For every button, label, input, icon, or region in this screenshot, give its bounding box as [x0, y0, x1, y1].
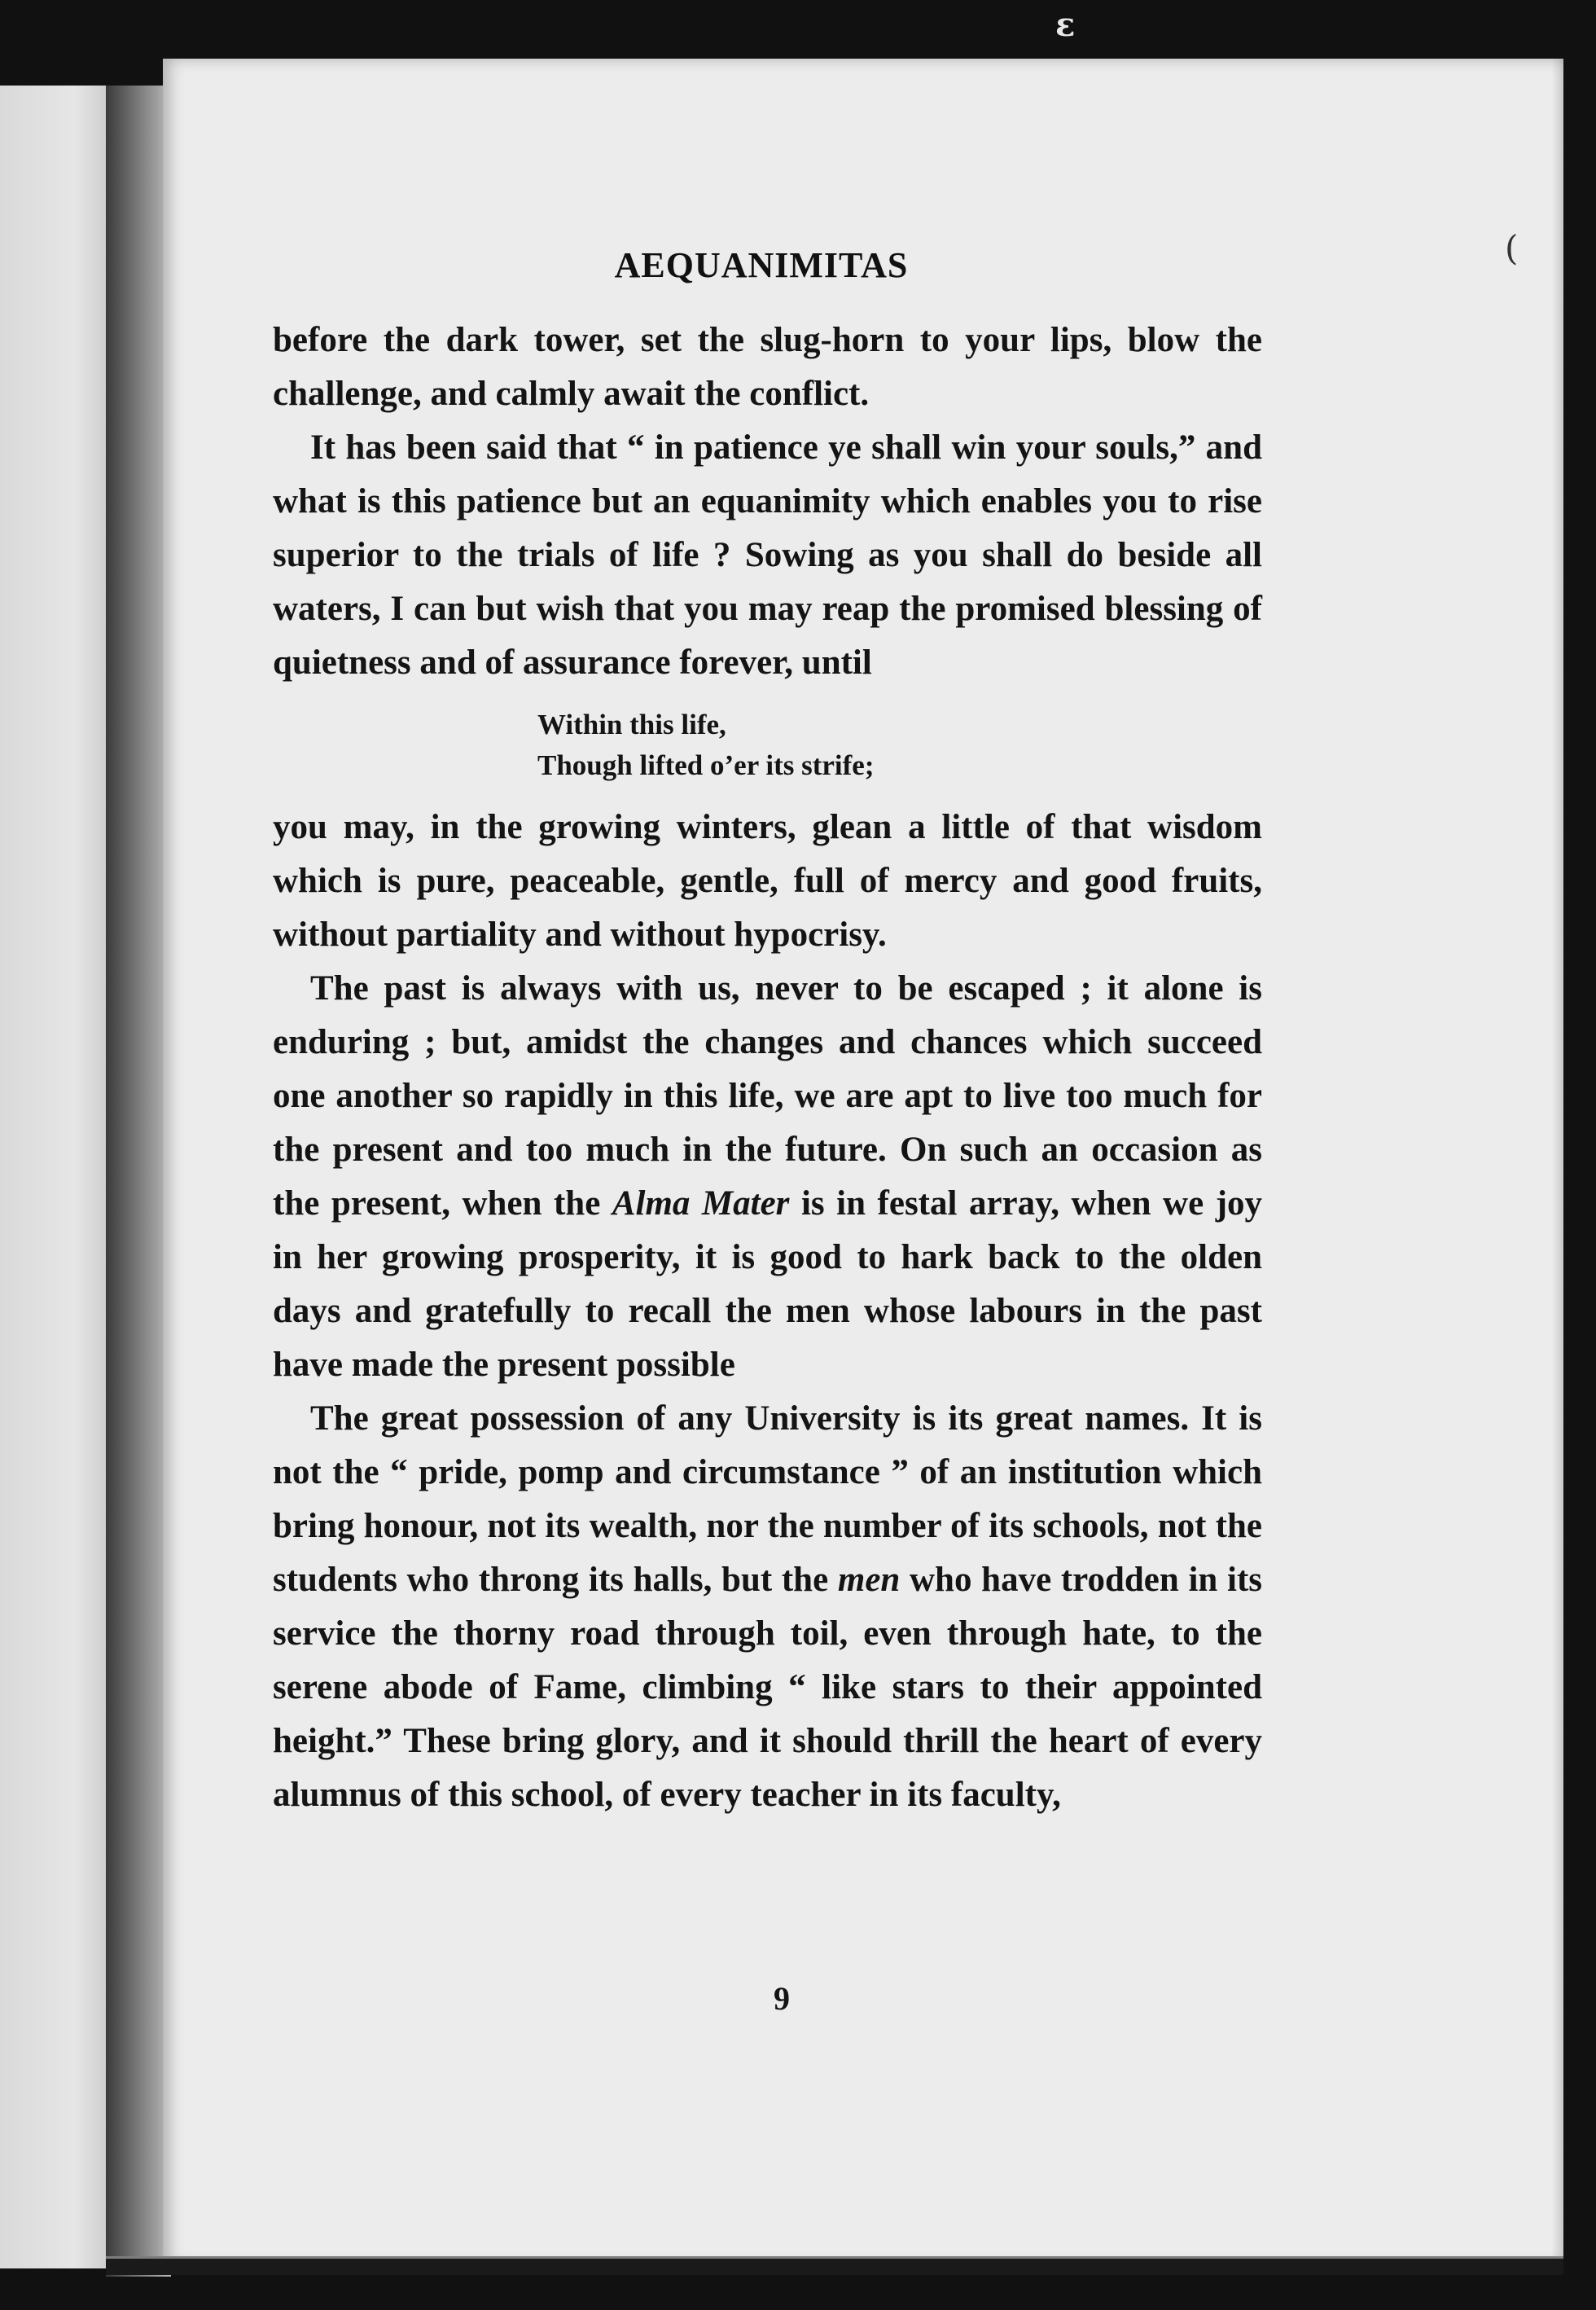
running-head: AEQUANIMITAS [614, 245, 909, 285]
page-bottom-edge [106, 2256, 1563, 2275]
paragraph-4 [273, 962, 1262, 1392]
verse-line-1: Within this life, [537, 709, 726, 740]
paragraph-2: It has been said that “ in patience ye shall win your souls,” and what is this patience but an equanimity which enables you to rise superior to the trials of life ? Sowing as you shall do beside all waters, I can but wish that you may reap the promised blessing of quietness and of assurance forever, until [273, 428, 1262, 682]
men-italic: men [837, 1561, 901, 1599]
alma-mater-italic: Alma Mater [612, 1184, 790, 1223]
scan-mark-top: ɛ [1055, 6, 1076, 44]
paragraph-5-part-2: who have trodden in its service the thorny road through toil, even through hate, to the serene abode of Fame, climbing “ like stars to their appointed height.” These bring glory, and it should thrill the heart of every alumnus of this school, of every teacher in its faculty, [273, 1561, 1262, 1814]
paragraph-5-part-1: The great possession of any University is its great names. It is not the “ pride, pomp and circumstance ” of an institution which bring honour, not its wealth, nor the number of its schools, not the students who throng its halls, but the [273, 1399, 1262, 1599]
verse-line-2: Though lifted o’er its strife; [537, 749, 875, 781]
paragraph-4-part-1: The past is always with us, never to be escaped ; it alone is enduring ; but, amidst the changes and chances which succeed one another so rapidly in this life, we are apt to live too much for the present and too much in the future. On such an occasion as the present, when the [273, 969, 1262, 1223]
page-number: 9 [774, 1980, 790, 2017]
paragraph-4-part-2: is in festal array, when we joy in her growing prosperity, it is good to hark back to the olden days and gratefully to recall the men whose labours in the past have made the present possible [273, 1184, 1263, 1384]
body-text [273, 314, 1262, 1822]
verse-quotation [537, 705, 1262, 786]
book-spine-shadow [106, 86, 171, 2277]
paragraph-5 [273, 1392, 1262, 1822]
paragraph-3: you may, in the growing winters, glean a little of that wisdom which is pure, peaceable, gentle, full of mercy and good fruits, without partiality and without hypocrisy. [273, 808, 1262, 954]
paragraph-1: before the dark tower, set the slug-horn to your lips, blow the challenge, and calmly await the conflict. [273, 321, 1262, 413]
left-page-edge [0, 86, 106, 2268]
page-right-shadow [1551, 59, 1563, 2266]
scan-mark-right: ( [1505, 228, 1519, 268]
